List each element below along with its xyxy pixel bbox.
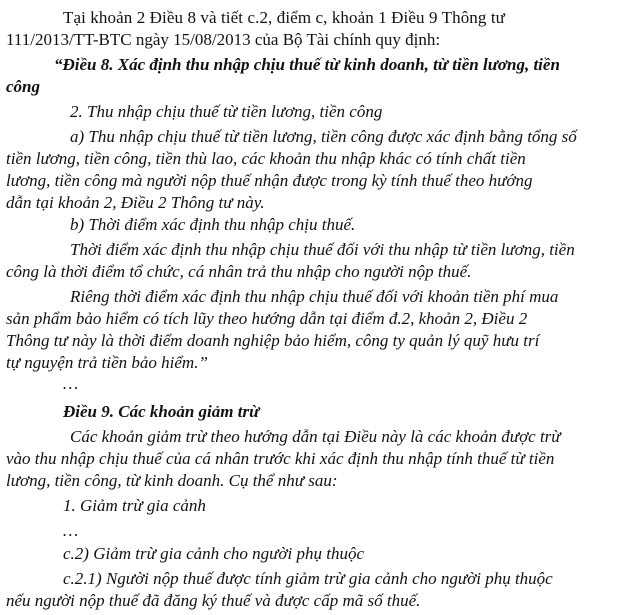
clause2a-line-4: dẫn tại khoản 2, Điều 2 Thông tư này. xyxy=(6,193,265,212)
clause2b-p1-line-2: công là thời điểm tổ chức, cá nhân trả thu nhập cho người nộp thuế. xyxy=(6,262,472,281)
intro-line-1: Tại khoản 2 Điều 8 và tiết c.2, điểm c, khoản 1 Điều 9 Thông tư xyxy=(63,8,505,27)
clause2b-p2-line-2: sản phẩm bảo hiểm có tích lũy theo hướng dẫn tại điểm đ.2, khoản 2, Điều 2 xyxy=(6,309,528,328)
c21-line-1: c.2.1) Người nộp thuế được tính giảm trừ gia cảnh cho người phụ thuộc xyxy=(63,569,553,588)
article9-p-line-1: Các khoản giảm trừ theo hướng dẫn tại Điều này là các khoản được trừ xyxy=(70,427,561,446)
c21-line-2: nếu người nộp thuế đã đăng ký thuế và được cấp mã số thuế. xyxy=(6,591,421,610)
clause2a-line-1: a) Thu nhập chịu thuế từ tiền lương, tiền công được xác định bằng tổng số xyxy=(70,127,577,146)
article8-title-line-2: công xyxy=(6,77,40,96)
intro-line-2: 111/2013/TT-BTC ngày 15/08/2013 của Bộ Tài chính quy định: xyxy=(6,30,441,49)
clause2a-line-2: tiền lương, tiền công, tiền thù lao, các khoản thu nhập khác có tính chất tiền xyxy=(6,149,526,168)
clause2b-p1-line-1: Thời điểm xác định thu nhập chịu thuế đối với thu nhập từ tiền lương, tiền xyxy=(70,240,575,259)
clause2b-heading: b) Thời điểm xác định thu nhập chịu thuế. xyxy=(70,215,356,234)
article9-p-line-3: lương, tiền công, từ kinh doanh. Cụ thể như sau: xyxy=(6,471,338,490)
clause2a-line-3: lương, tiền công mà người nộp thuế nhận được trong kỳ tính thuế theo hướng xyxy=(6,171,533,190)
article9-title: Điều 9. Các khoản giảm trừ xyxy=(63,402,260,421)
clause2-heading: 2. Thu nhập chịu thuế từ tiền lương, tiền công xyxy=(70,102,383,121)
item1-heading: 1. Giảm trừ gia cảnh xyxy=(63,496,206,515)
clause2b-p2-line-1: Riêng thời điểm xác định thu nhập chịu thuế đối với khoản tiền phí mua xyxy=(70,287,559,306)
ellipsis-1: … xyxy=(63,374,79,393)
article8-title-line-1: “Điều 8. Xác định thu nhập chịu thuế từ kinh doanh, từ tiền lương, tiền xyxy=(54,55,560,74)
ellipsis-2: … xyxy=(63,521,79,540)
c2-heading: c.2) Giảm trừ gia cảnh cho người phụ thuộc xyxy=(63,544,364,563)
clause2b-p2-line-3: Thông tư này là thời điểm doanh nghiệp bảo hiểm, công ty quản lý quỹ hưu trí xyxy=(6,331,540,350)
article9-p-line-2: vào thu nhập chịu thuế của cá nhân trước khi xác định thu nhập tính thuế từ tiền xyxy=(6,449,555,468)
clause2b-p2-line-4: tự nguyện trả tiền bảo hiểm.” xyxy=(6,353,208,372)
